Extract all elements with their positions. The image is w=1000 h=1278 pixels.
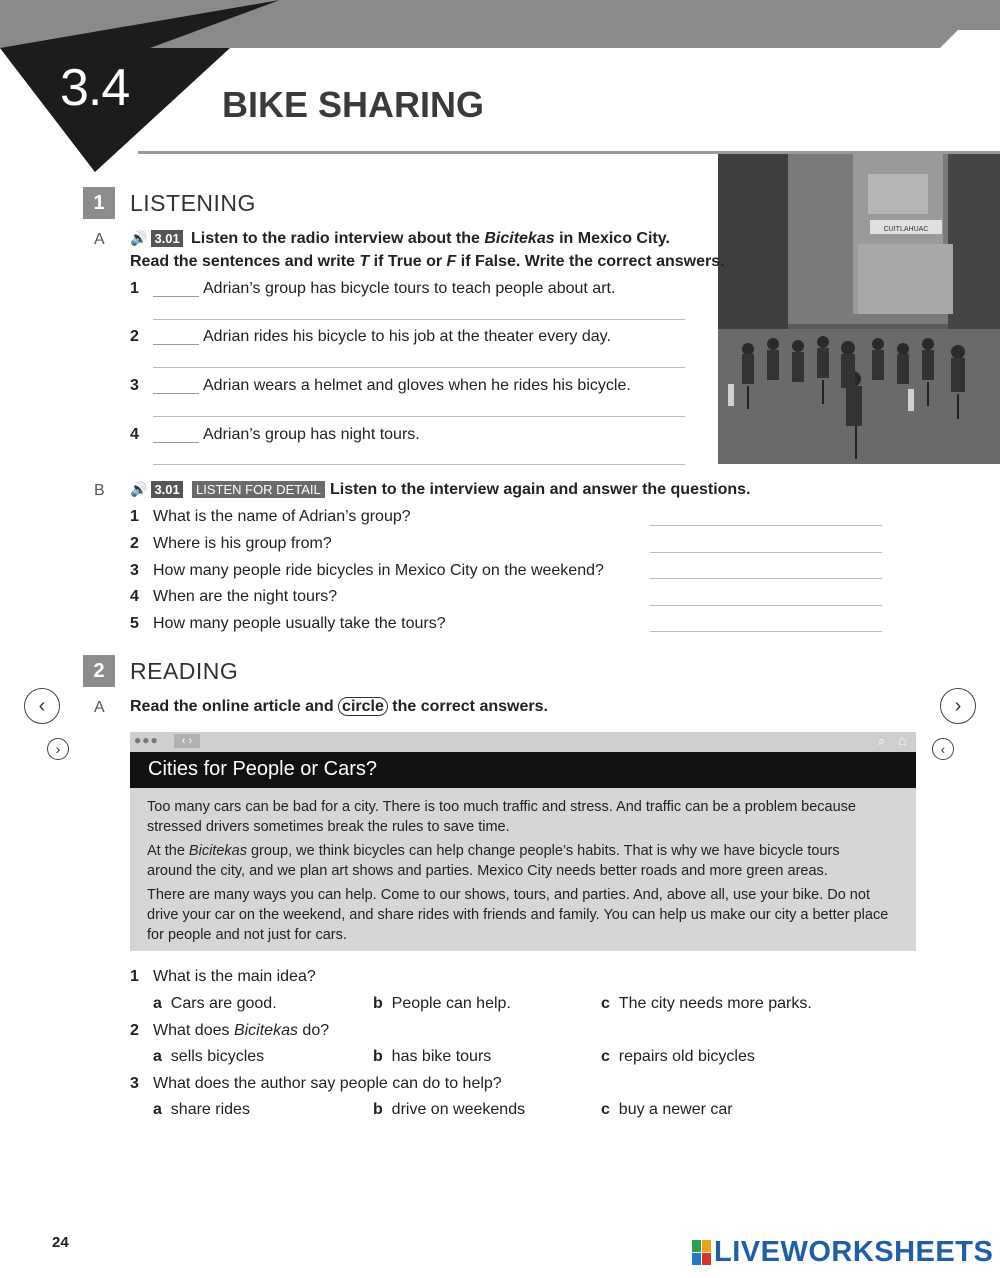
- tf-blank-input[interactable]: [153, 393, 199, 394]
- answer-line-input[interactable]: [153, 416, 685, 417]
- circled-word: circle: [338, 697, 388, 716]
- article-paragraph-1: Too many cars can be bad for a city. There is too much traffic and stress. And traffic can be a problem because stressed drivers sometimes break the rules to save time.: [147, 799, 856, 835]
- home-icon[interactable]: ⌂: [898, 732, 907, 748]
- question-text: What is the name of Adrian’s group?: [153, 508, 411, 525]
- option-a[interactable]: a Cars are good.: [153, 995, 277, 1012]
- answer-line-input[interactable]: [650, 525, 882, 526]
- window-dots-icon: ●●●: [134, 733, 159, 747]
- small-next-button[interactable]: [47, 738, 69, 760]
- chevron-left-icon: ‹: [940, 741, 946, 757]
- part-letter: B: [94, 482, 105, 499]
- section-number-box: 2: [83, 655, 115, 687]
- item-text: Adrian’s group has night tours.: [203, 426, 420, 443]
- track-number: 3.01: [151, 230, 182, 247]
- answer-line-input[interactable]: [650, 605, 882, 606]
- audio-track-a[interactable]: [130, 230, 183, 247]
- bike-ride-photo: [718, 154, 1000, 464]
- item-text: Adrian rides his bicycle to his job at the theater every day.: [203, 328, 611, 345]
- answer-line-input[interactable]: [650, 631, 882, 632]
- article-header: [130, 752, 916, 788]
- chevron-right-icon: ›: [954, 694, 962, 717]
- question-text: When are the night tours?: [153, 588, 338, 605]
- question-text: How many people ride bicycles in Mexico City on the weekend?: [153, 562, 604, 579]
- next-page-button[interactable]: [940, 688, 976, 724]
- answer-line-input[interactable]: [153, 319, 685, 320]
- item-number: 3: [130, 377, 139, 394]
- item-number: 2: [130, 535, 139, 552]
- item-number: 1: [130, 968, 139, 985]
- listen-for-detail-badge: LISTEN FOR DETAIL: [192, 481, 325, 498]
- option-c[interactable]: c repairs old bicycles: [601, 1048, 755, 1065]
- instruction-line-2: Read the sentences and write T if True or F if False. Write the correct answers.: [130, 253, 725, 270]
- question-text: What is the main idea?: [153, 968, 316, 985]
- article-title: Cities for People or Cars?: [148, 758, 377, 780]
- liveworksheets-logo[interactable]: [692, 1236, 993, 1269]
- article-paragraph-3: There are many ways you can help. Come to our shows, tours, and parties. And, above all, use your bike. Do not drive your car on the weekend, and share rides with friends and family. You can help us make our city a better place for people and not just for cars.: [147, 887, 889, 943]
- instruction-b: Listen to the interview again and answer the questions.: [330, 481, 751, 498]
- speaker-icon[interactable]: 🔊: [130, 230, 148, 246]
- tf-blank-input[interactable]: [153, 442, 199, 443]
- part-letter: A: [94, 699, 105, 716]
- section-title-reading: READING: [130, 658, 239, 684]
- item-number: 2: [130, 1022, 139, 1039]
- question-text: How many people usually take the tours?: [153, 615, 446, 632]
- small-prev-button[interactable]: [932, 738, 954, 760]
- section-title-listening: LISTENING: [130, 190, 256, 216]
- tf-blank-input[interactable]: [153, 344, 199, 345]
- lesson-number: 3.4: [60, 59, 130, 117]
- option-a[interactable]: a share rides: [153, 1101, 250, 1118]
- option-b[interactable]: b drive on weekends: [373, 1101, 526, 1118]
- chevron-right-icon: ›: [55, 741, 61, 757]
- instruction-reading: Read the online article and circle the correct answers.: [130, 698, 548, 715]
- article-body: [130, 788, 916, 951]
- option-c[interactable]: c buy a newer car: [601, 1101, 733, 1118]
- item-text: Adrian’s group has bicycle tours to teach people about art.: [203, 280, 616, 297]
- item-number: 3: [130, 1075, 139, 1092]
- speaker-icon[interactable]: 🔊: [130, 481, 148, 497]
- item-number: 1: [130, 508, 139, 525]
- photo-sign: CUITLAHUAC: [883, 226, 929, 233]
- option-b[interactable]: b People can help.: [373, 995, 511, 1012]
- option-b[interactable]: b has bike tours: [373, 1048, 492, 1065]
- page-title: BIKE SHARING: [222, 84, 485, 125]
- option-c[interactable]: c The city needs more parks.: [601, 995, 812, 1012]
- item-text: Adrian wears a helmet and gloves when he rides his bicycle.: [203, 377, 631, 394]
- part-letter: A: [94, 231, 105, 248]
- track-number: 3.01: [151, 481, 182, 498]
- answer-line-input[interactable]: [650, 578, 882, 579]
- item-number: 4: [130, 426, 139, 443]
- item-number: 2: [130, 328, 139, 345]
- question-text: What does the author say people can do to help?: [153, 1075, 502, 1092]
- back-forward-icon[interactable]: ‹ ›: [174, 734, 200, 748]
- question-text: What does Bicitekas do?: [153, 1022, 330, 1039]
- item-number: 1: [130, 280, 139, 297]
- instruction-line-1: Listen to the radio interview about the Bicitekas in Mexico City.: [191, 230, 670, 247]
- section-number-box: 1: [83, 187, 115, 219]
- liveworksheets-logo-icon: [692, 1240, 712, 1266]
- answer-line-input[interactable]: [153, 367, 685, 368]
- option-a[interactable]: a sells bicycles: [153, 1048, 265, 1065]
- browser-toolbar: [130, 732, 916, 752]
- chevron-left-icon: ‹: [38, 694, 46, 717]
- audio-track-b[interactable]: [130, 481, 183, 498]
- article-paragraph-2: At the Bicitekas group, we think bicycles can help change people’s habits. That is why we have bicycle tours around the city, and we plan art shows and parties. Mexico City needs better roads and more green areas.: [147, 843, 840, 879]
- liveworksheets-brand: LIVEWORKSHEETS: [714, 1236, 994, 1268]
- page-number: 24: [52, 1234, 69, 1251]
- search-icon[interactable]: ⌕: [878, 733, 886, 748]
- item-number: 3: [130, 562, 139, 579]
- question-text: Where is his group from?: [153, 535, 332, 552]
- tf-blank-input[interactable]: [153, 296, 199, 297]
- item-number: 4: [130, 588, 139, 605]
- prev-page-button[interactable]: [24, 688, 60, 724]
- answer-line-input[interactable]: [650, 552, 882, 553]
- answer-line-input[interactable]: [153, 464, 685, 465]
- item-number: 5: [130, 615, 139, 632]
